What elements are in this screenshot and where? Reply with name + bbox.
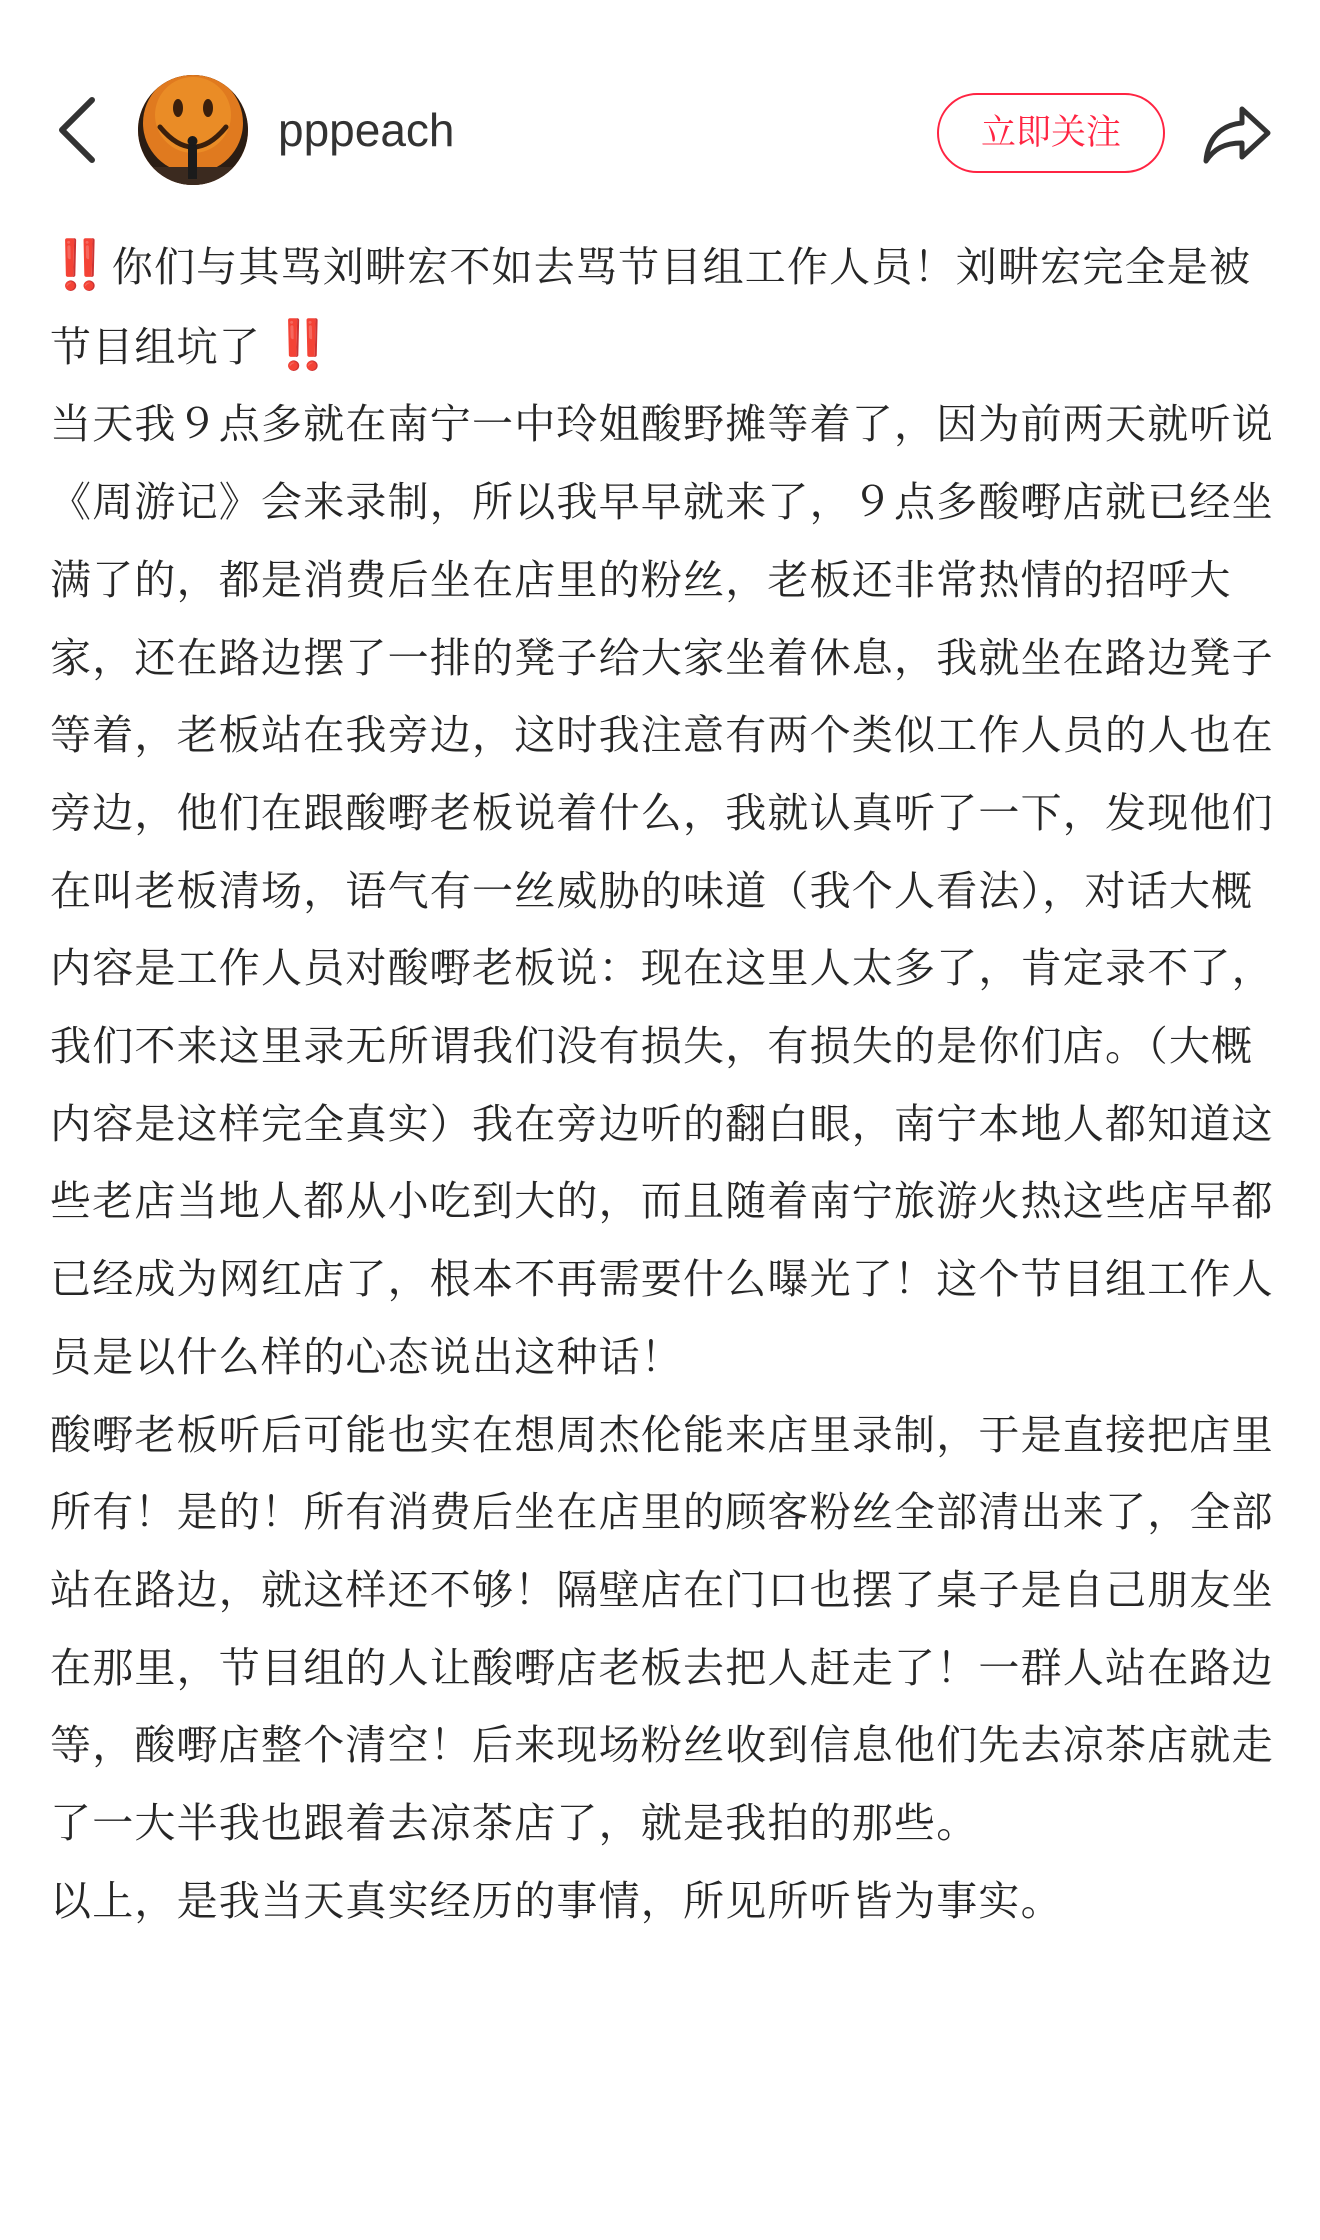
double-exclamation-emoji: ‼️ <box>271 316 327 373</box>
post-paragraph: 酸嘢老板听后可能也实在想周杰伦能来店里录制，于是直接把店里所有！是的！所有消费后坐在店里的顾客粉丝全部清出来了，全部站在路边，就这样还不够！隔壁店在门口也摆了桌子是自己朋友坐在那里，节目组的人让酸嘢店老板去把人赶走了！一群人站在路边等，酸嘢店整个清空！后来现场粉丝收到信息他们先去凉茶店就走了一大半我也跟着去凉茶店了，就是我拍的那些。 <box>50 1410 1274 1848</box>
username[interactable]: pppeach <box>278 104 455 156</box>
post-content <box>50 227 1290 1940</box>
double-exclamation-emoji: ‼️ <box>48 237 104 293</box>
back-button[interactable] <box>50 90 110 170</box>
smiley-balloon-icon <box>138 75 248 185</box>
post-paragraph: 当天我９点多就在南宁一中玲姐酸野摊等着了，因为前两天就听说《周游记》会来录制，所以我早早就来了，９点多酸嘢店就已经坐满了的，都是消费后坐在店里的粉丝，老板还非常热情的招呼大家，还在路边摆了一排的凳子给大家坐着休息，我就坐在路边凳子等着，老板站在我旁边，这时我注意有两个类似工作人员的人也在旁边，他们在跟酸嘢老板说着什么，我就认真听了一下，发现他们在叫老板清场，语气有一丝威胁的味道（我个人看法），对话大概内容是工作人员对酸嘢老板说：现在这里人太多了，肯定录不了，我们不来这里录无所谓我们没有损失，有损失的是你们店。（大概内容是这样完全真实）我在旁边听的翻白眼，南宁本地人都知道这些老店当地人都从小吃到大的，而且随着南宁旅游火热这些店早都已经成为网红店了，根本不再需要什么曝光了！这个节目组工作人员是以什么样的心态说出这种话！ <box>50 400 1274 1381</box>
note-header <box>0 0 1320 200</box>
post-paragraph: 以上，是我当天真实经历的事情，所见所听皆为事实。 <box>50 1876 1063 1925</box>
share-arrow-icon <box>1200 95 1276 171</box>
share-button[interactable] <box>1200 95 1276 171</box>
headline-text: 你们与其骂刘畊宏不如去骂节目组工作人员！刘畊宏完全是被节目组坑了 <box>50 243 1252 371</box>
chevron-left-icon <box>50 90 110 170</box>
follow-button[interactable]: 立即关注 <box>937 93 1165 173</box>
avatar[interactable] <box>138 75 248 185</box>
post-headline <box>50 227 1290 386</box>
